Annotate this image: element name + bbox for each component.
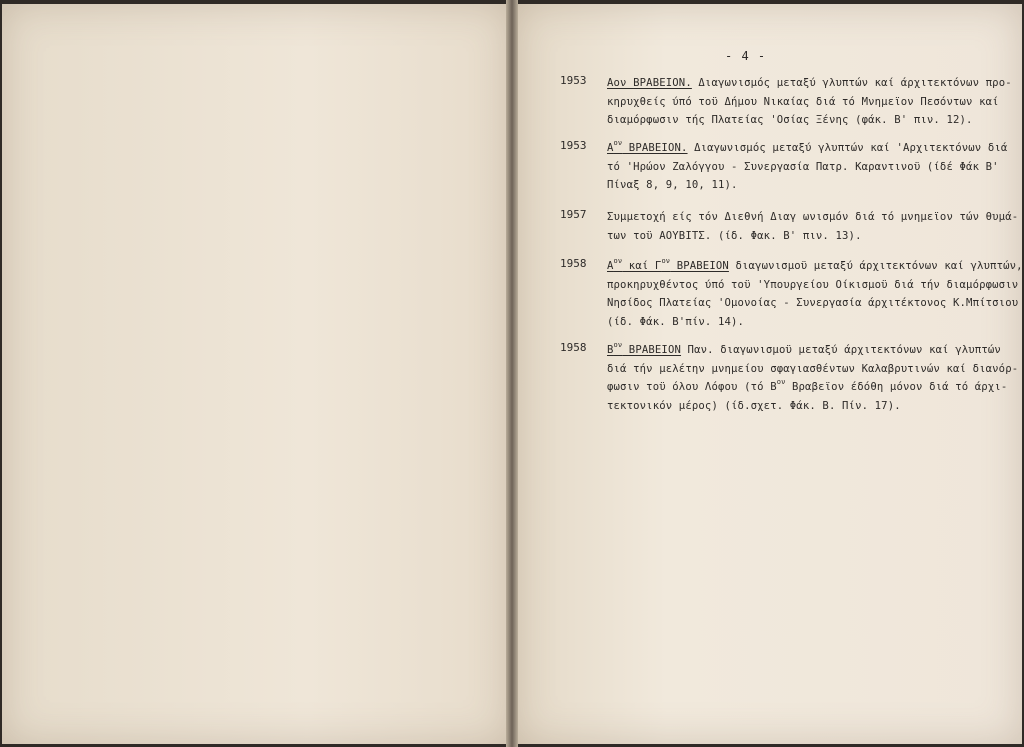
left-page	[2, 4, 510, 744]
entry-text: $A^{o\nu}$ καί $\Gamma^{o\nu}$ ΒΡΑΒΕΙΟΝ διαγωνισμοϋ μεταξύ άρχιτεκτόνων καί γλυπτών, προκηρυχθέντος ύπό τοϋ 'Υπουργείου Οίκισμοϋ διά τήν διαμόρφωσιν Νησίδος Πλατείας 'Ομονοίας - Συνεργασία άρχιτέκτονος Κ.Μπίτσιου (ίδ. Φάκ. Β'πίν. 14).	[607, 257, 1023, 328]
bleed-through-texture	[40, 52, 46, 67]
entry-year: 1958	[560, 257, 587, 270]
entry-text: $B^{o\nu}$ ΒΡΑΒΕΙΟΝ Παν. διαγωνισμοϋ μεταξύ άρχιτεκτόνων καί γλυπτών διά τήν μελέτην μνημείου σφαγιασθέντων Καλαβρυτινών καί διανόρ- φωσιν τοϋ όλου Λόφου (τό $B^{o\nu}$ Βραβεϊον έδόθη μόνον διά τό άρχι- τεκτονικόν μέρος) (ίδ.σχετ. Φάκ. Β. Πίν. 17).	[607, 341, 1019, 412]
award-label: $A^{o\nu}$ καί $\Gamma^{o\nu}$ ΒΡΑΒΕΙΟΝ	[607, 257, 729, 272]
entry-year: 1953	[560, 139, 587, 152]
page-number: - 4 -	[725, 49, 767, 63]
award-label: $A^{o\nu}$ ΒΡΑΒΕΙΟΝ.	[607, 139, 688, 154]
entry-text: Αον ΒΡΑΒΕΙΟΝ. Διαγωνισμός μεταξύ γλυπτών καί άρχιτεκτόνων προ- κηρυχθείς ύπό τοϋ Δήμου Νικαίας διά τό Μνημεϊον Πεσόντων καί διαμόρφωσιν τής Πλατείας 'Οσίας Ξένης (φάκ. Β' πιν. 12).	[607, 77, 1012, 126]
entry-year: 1953	[560, 74, 587, 87]
award-label: $B^{o\nu}$ ΒΡΑΒΕΙΟΝ	[607, 341, 682, 356]
award-label: Αον ΒΡΑΒΕΙΟΝ.	[607, 77, 692, 89]
book-gutter	[506, 0, 518, 747]
entry-year: 1957	[560, 208, 587, 221]
entry-text: $A^{o\nu}$ ΒΡΑΒΕΙΟΝ. Διαγωνισμός μεταξύ γλυπτών καί 'Αρχιτεκτόνων διά τό 'Ηρώον Ζαλόγγου - Συνεργασία Πατρ. Καραντινοϋ (ίδέ Φάκ Β' Πίναξ 8, 9, 10, 11).	[607, 139, 1008, 191]
entry-text: Συμμετοχή είς τόν Διεθνή Διαγ ωνισμόν διά τό μνημεϊον τών θυμά- των τοϋ ΑΟΥΒΙΤΣ. (ίδ. Φακ. Β' πιν. 13).	[607, 211, 1019, 242]
entry-year: 1958	[560, 341, 587, 354]
